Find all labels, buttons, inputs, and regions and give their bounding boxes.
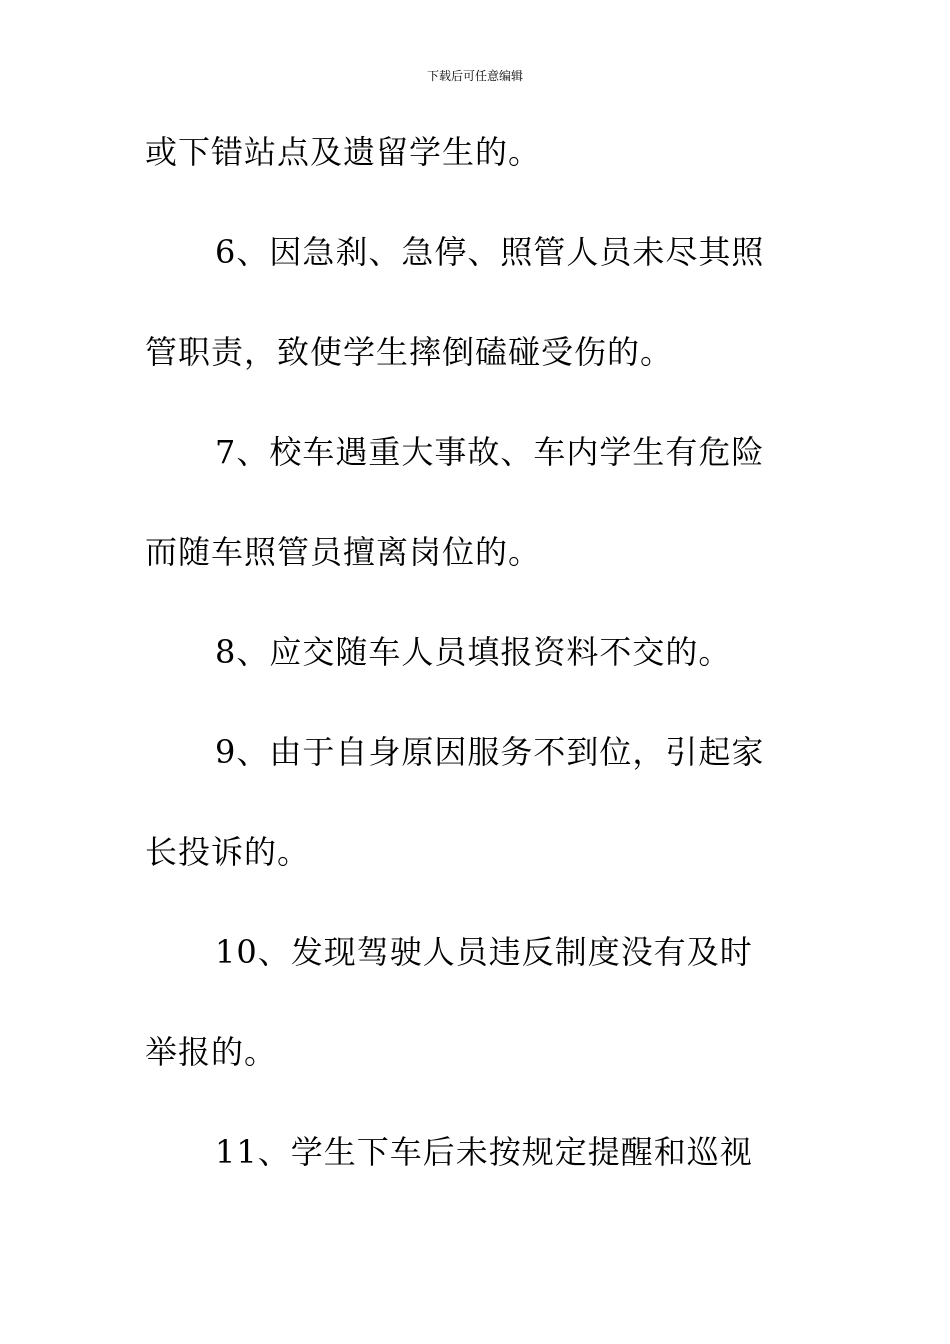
text-line-8: 长投诉的。 <box>145 833 311 871</box>
text-line-6: 8、应交随车人员填报资料不交的。 <box>215 633 732 671</box>
text-line-3: 管职责，致使学生摔倒磕碰受伤的。 <box>145 333 674 371</box>
text-line-1: 或下错站点及遗留学生的。 <box>145 133 542 171</box>
page-header: 下载后可任意编辑 <box>426 69 523 83</box>
text-line-7: 9、由于自身原因服务不到位，引起家 <box>215 733 765 771</box>
text-line-4: 7、校车遇重大事故、车内学生有危险 <box>215 433 765 471</box>
text-line-10: 举报的。 <box>145 1033 278 1071</box>
text-line-11: 11、学生下车后未按规定提醒和巡视 <box>215 1133 753 1171</box>
text-line-2: 6、因急刹、急停、照管人员未尽其照 <box>215 233 765 271</box>
text-line-9: 10、发现驾驶人员违反制度没有及时 <box>215 933 753 971</box>
text-line-5: 而随车照管员擅离岗位的。 <box>145 533 542 571</box>
